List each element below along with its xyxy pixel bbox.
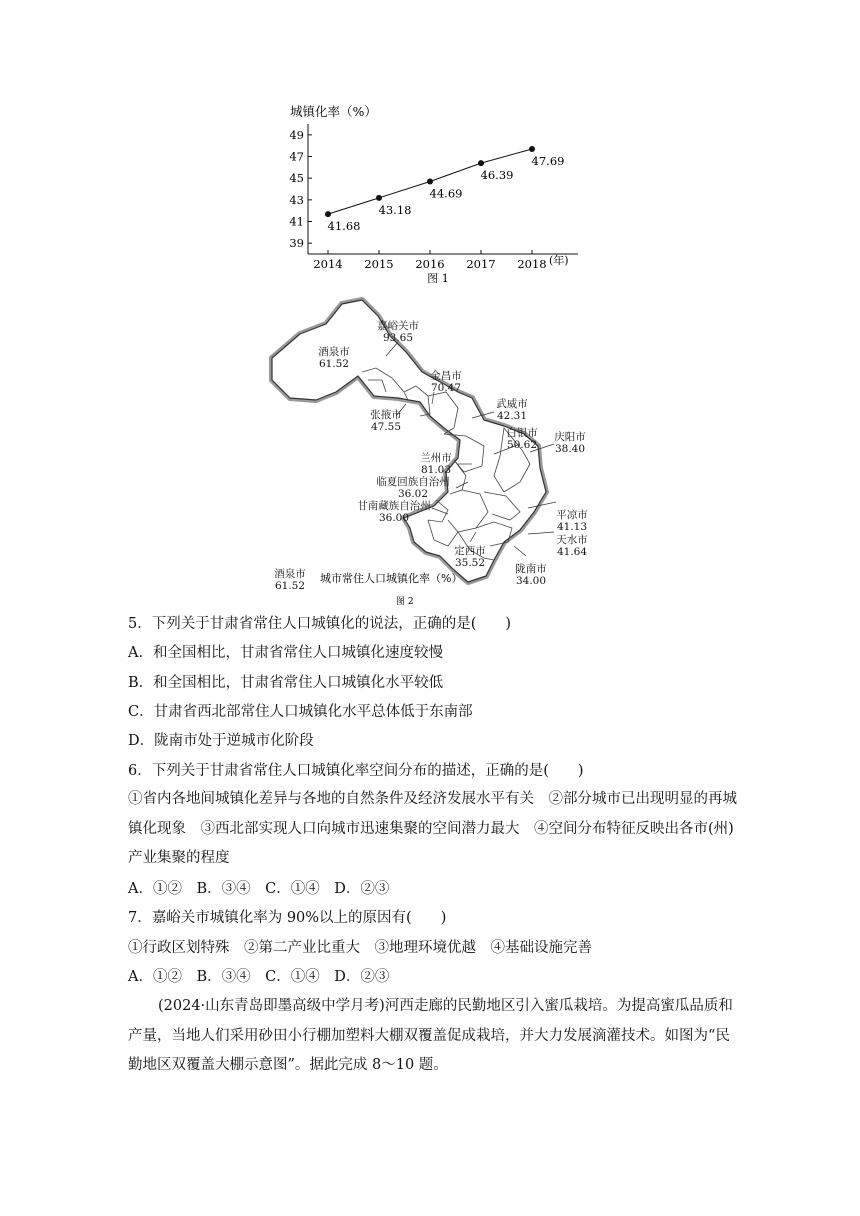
x-tick-label: 2015 — [364, 257, 394, 271]
y-axis-title: 城镇化率（%） — [290, 104, 377, 119]
label-gannan-value: 36.00 — [378, 512, 410, 524]
label-jinchang-name: 金昌市 — [430, 370, 462, 382]
figure2-caption: 图 2 — [396, 597, 414, 607]
label-dingxi-name: 定西市 — [454, 545, 486, 557]
label-dingxi-value: 35.52 — [454, 557, 486, 569]
label-jiuquan-value: 61.52 — [318, 358, 350, 370]
label-baiyin-name: 白银市 — [506, 427, 538, 439]
data-point — [478, 160, 484, 166]
x-tick-label: 2016 — [415, 257, 445, 271]
question-6-body: ①省内各地间城镇化差异与各地的自然条件及经济发展水平有关 ②部分城市已出现明显的再城镇化现象 ③西北部实现人口向城市迅速集聚的空间潜力最大 ④空间分布特征反映出各市(州)产业集聚的程度 — [128, 791, 737, 866]
label-longnan-name: 陇南市 — [515, 563, 547, 575]
question-6-answers: A．①② B．③④ C．①④ D．②③ — [128, 881, 390, 897]
x-tick-label: 2018 — [517, 257, 547, 271]
label-baiyin-value: 50.62 — [506, 439, 538, 451]
label-lanzhou-value: 81.03 — [420, 464, 452, 476]
figure1-caption: 图 1 — [427, 272, 449, 285]
data-label: 43.18 — [378, 202, 412, 217]
legend-sample-value: 61.52 — [274, 580, 306, 592]
question-5-option-c: C．甘肃省西北部常住人口城镇化水平总体低于东南部 — [128, 704, 473, 720]
gansu-urbanization-map — [258, 296, 604, 608]
question-7-stem: 7．嘉峪关市城镇化率为 90%以上的原因有( ) — [128, 910, 447, 926]
legend-label: 城市常住人口城镇化率（%） — [320, 572, 463, 585]
label-linxia-name: 临夏回族自治州 — [376, 476, 450, 488]
question-6-stem: 6．下列关于甘肃省常住人口城镇化率空间分布的描述，正确的是( ) — [128, 763, 584, 779]
data-label: 47.69 — [531, 154, 565, 169]
question-7-answers: A．①② B．③④ C．①④ D．②③ — [128, 969, 390, 985]
y-tick-label: 41 — [289, 214, 304, 229]
label-longnan-value: 34.00 — [515, 575, 547, 587]
label-pingliang-value: 41.13 — [556, 521, 588, 533]
label-gannan-name: 甘南藏族自治州 — [357, 500, 431, 512]
question-5-option-d: D．陇南市处于逆城市化阶段 — [128, 733, 314, 749]
label-wuwei-name: 武威市 — [496, 398, 528, 410]
label-tianshui-value: 41.64 — [556, 546, 588, 558]
label-jinchang-value: 70.47 — [430, 382, 462, 394]
question-7-body: ①行政区划特殊 ②第二产业比重大 ③地理环境优越 ④基础设施完善 — [128, 940, 592, 956]
label-wuwei-value: 42.31 — [496, 410, 528, 422]
x-tick-label: 2017 — [466, 257, 496, 271]
label-zhangye-value: 47.55 — [370, 421, 402, 433]
data-point — [529, 146, 535, 152]
data-label: 41.68 — [327, 219, 361, 234]
label-jiuquan-name: 酒泉市 — [318, 346, 350, 358]
leader-tianshui — [528, 532, 554, 534]
question-5-option-b: B．和全国相比，甘肃省常住人口城镇化水平较低 — [128, 675, 444, 691]
label-tianshui-name: 天水市 — [556, 534, 588, 546]
intro-paragraph: (2024·山东青岛即墨高级中学月考)河西走廊的民勤地区引入蜜瓜栽培。为提高蜜瓜品质和产量，当地人们采用砂田小行棚加塑料大棚双覆盖促成栽培，并大力发展滴灌技术。如图为“民勤地区双覆盖大棚示意图”。据此完成 8～10 题。 — [128, 998, 733, 1073]
data-point — [427, 179, 433, 185]
y-tick-label: 49 — [289, 127, 304, 142]
label-qingyang-name: 庆阳市 — [554, 431, 586, 443]
y-tick-label: 43 — [289, 192, 304, 207]
label-qingyang-value: 38.40 — [554, 443, 586, 455]
data-label: 46.39 — [480, 168, 514, 183]
label-lanzhou-name: 兰州市 — [420, 452, 452, 464]
urbanization-line-chart — [278, 98, 598, 290]
y-tick-label: 45 — [289, 171, 304, 186]
legend-sample-name: 酒泉市 — [274, 568, 306, 580]
leader-longnan — [514, 546, 526, 556]
x-tick-label: 2014 — [313, 257, 343, 271]
question-5-stem: 5．下列关于甘肃省常住人口城镇化的说法，正确的是( ) — [128, 616, 512, 632]
label-zhangye-name: 张掖市 — [370, 409, 402, 421]
data-point — [376, 195, 382, 201]
question-5-option-a: A．和全国相比，甘肃省常住人口城镇化速度较慢 — [128, 645, 443, 661]
x-axis-unit: (年) — [549, 254, 569, 267]
y-tick-label: 39 — [289, 236, 304, 251]
data-label: 44.69 — [429, 186, 463, 201]
label-jiayuguan-name: 嘉峪关市 — [377, 320, 419, 332]
y-tick-label: 47 — [289, 149, 304, 164]
data-point — [325, 211, 331, 217]
label-jiayuguan-value: 93.65 — [382, 332, 414, 344]
label-pingliang-name: 平凉市 — [556, 509, 588, 521]
label-linxia-value: 36.02 — [397, 488, 429, 500]
